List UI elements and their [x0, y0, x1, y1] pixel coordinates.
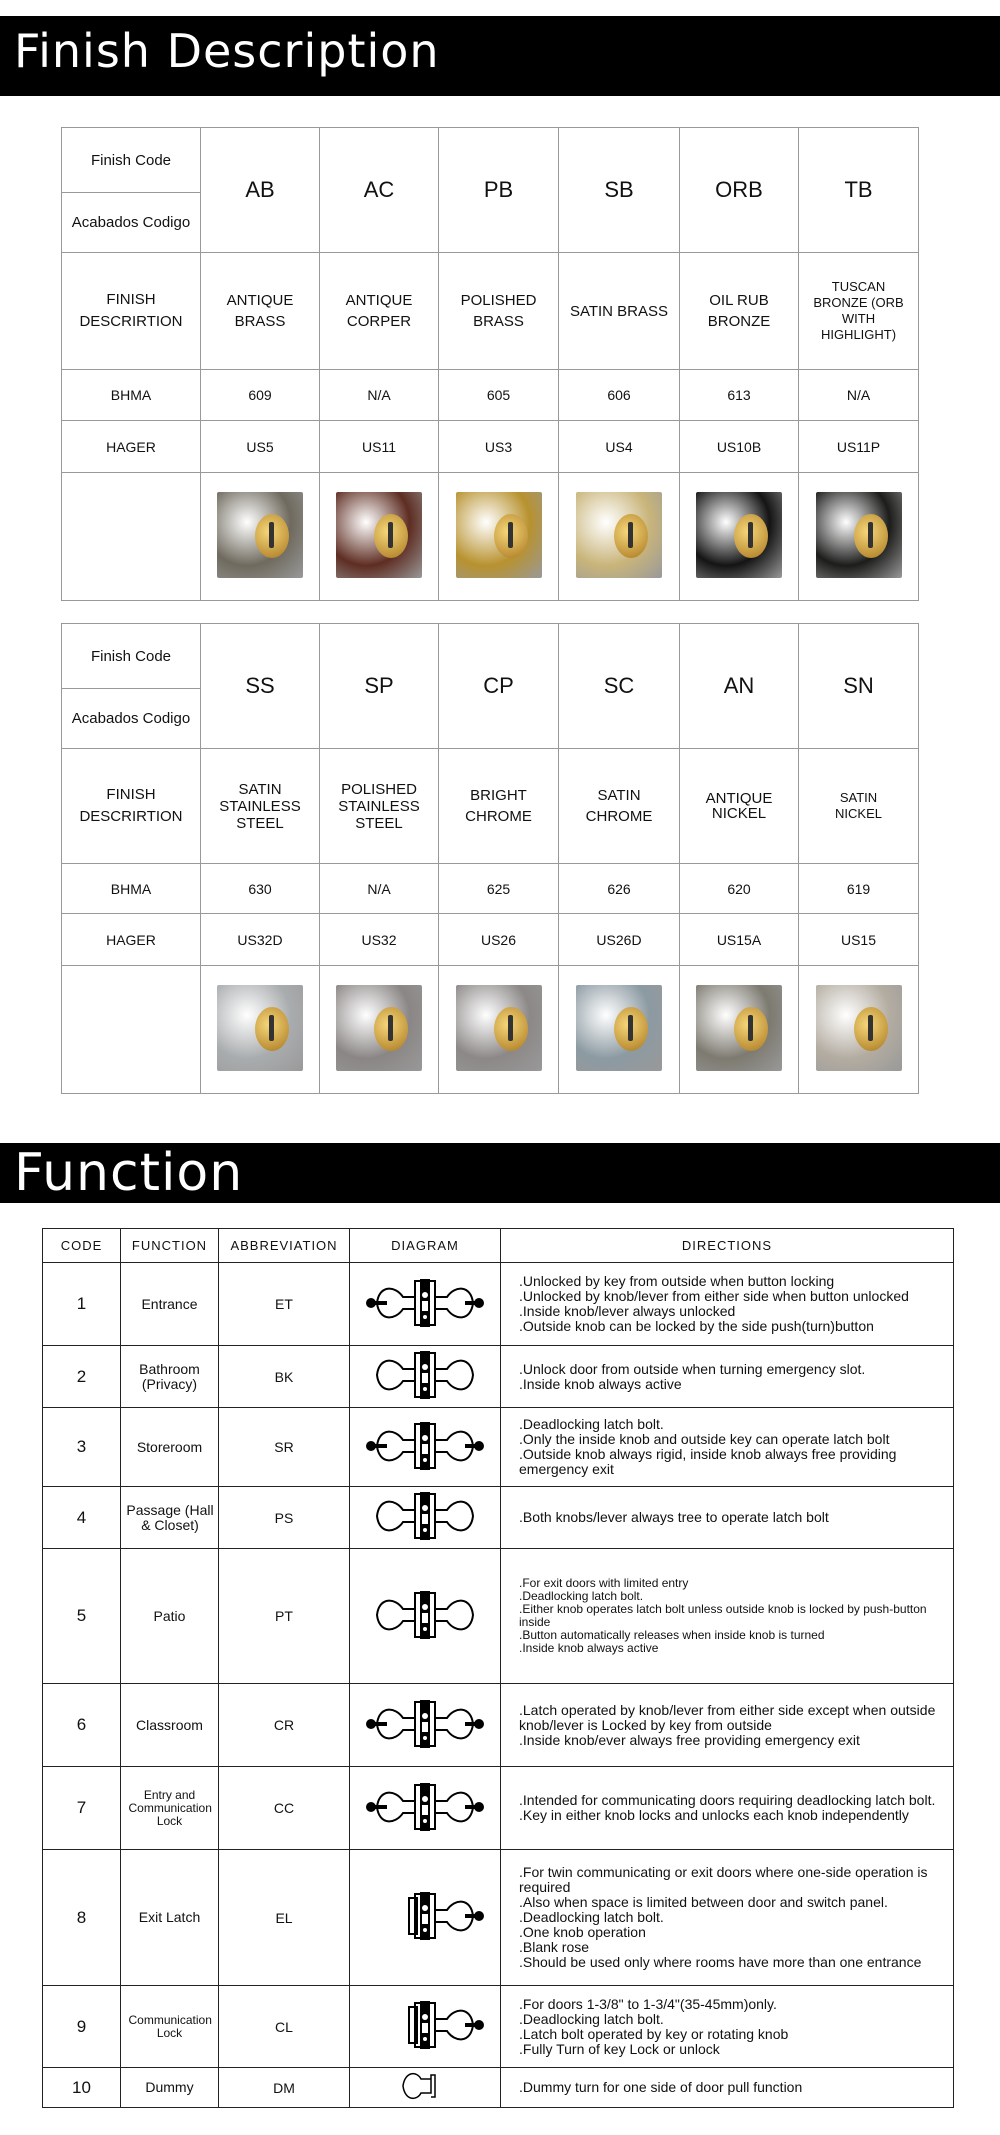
- swatch-cell: [439, 473, 559, 601]
- function-name-cell: [121, 1767, 219, 1850]
- function-row: [43, 1986, 954, 2068]
- header-function: FUNCTION: [121, 1229, 219, 1263]
- function-abbr-cell: PS: [219, 1487, 350, 1549]
- direction-line: .One knob operation: [519, 1924, 646, 1940]
- diagram-cell: [350, 1346, 501, 1408]
- hager-cell: US10B: [680, 421, 799, 473]
- function-name-cell: [121, 1549, 219, 1684]
- diagram-cell: [350, 1850, 501, 1986]
- lock-diagram-icon: [365, 1888, 485, 1944]
- function-name-cell: [121, 1487, 219, 1549]
- function-abbr-cell: CC: [219, 1767, 350, 1850]
- finish-code-cell: CP: [439, 624, 559, 749]
- direction-line: .Deadlocking latch bolt.: [519, 1909, 664, 1925]
- lock-diagram-icon: [365, 1488, 485, 1544]
- finish-code-cell: SN: [799, 624, 919, 749]
- direction-line: .Unlocked by knob/lever from either side when button unlocked: [519, 1288, 909, 1304]
- function-row: [43, 2068, 954, 2108]
- function-abbr-cell: EL: [219, 1850, 350, 1986]
- finish-code-cell: AN: [680, 624, 799, 749]
- swatch-cell: [680, 966, 799, 1094]
- hager-cell: US11: [320, 421, 439, 473]
- direction-line: .Deadlocking latch bolt.: [519, 1416, 664, 1432]
- function-code-cell: 8: [43, 1850, 121, 1986]
- direction-line: .Fully Turn of key Lock or unlock: [519, 2040, 720, 2057]
- function-row: [43, 1408, 954, 1487]
- direction-line: .Latch bolt operated by key or rotating knob: [519, 2025, 789, 2042]
- direction-line: .For exit doors with limited entry: [519, 1576, 689, 1590]
- knob-finish-image: [336, 985, 422, 1071]
- finish-desc-cell: POLISHED STAINLESS STEEL: [320, 749, 439, 864]
- directions-cell: [501, 1986, 954, 2068]
- hager-cell: US32: [320, 914, 439, 966]
- function-abbr-cell: ET: [219, 1263, 350, 1346]
- hager-cell: US5: [201, 421, 320, 473]
- finish-table-2: [61, 623, 919, 1094]
- finish-desc-cell: ANTIQUE NICKEL: [680, 749, 799, 864]
- bhma-cell: 609: [201, 370, 320, 421]
- finish-code-label: Finish Code: [62, 624, 201, 689]
- function-name-text: Bathroom (Privacy): [139, 1360, 200, 1392]
- knob-finish-image: [696, 985, 782, 1071]
- directions-cell: [501, 1549, 954, 1684]
- direction-line: .Unlocked by key from outside when button locking: [519, 1273, 835, 1289]
- finish-description-banner: [0, 16, 1000, 96]
- diagram-cell: [350, 1986, 501, 2068]
- function-code-cell: 1: [43, 1263, 121, 1346]
- finish-desc-cell: ANTIQUE CORPER: [320, 253, 439, 370]
- function-abbr-cell: BK: [219, 1346, 350, 1408]
- bhma-cell: 613: [680, 370, 799, 421]
- lock-diagram-icon: [365, 1997, 485, 2053]
- directions-cell: [501, 1684, 954, 1767]
- header-abbreviation: ABBREVIATION: [219, 1229, 350, 1263]
- acabados-codigo-label: Acabados Codigo: [62, 193, 201, 253]
- swatch-cell: [559, 473, 680, 601]
- finish-code-cell: SS: [201, 624, 320, 749]
- diagram-cell: [350, 2068, 501, 2108]
- function-code-cell: 9: [43, 1986, 121, 2068]
- direction-line: .Dummy turn for one side of door pull function: [519, 2079, 803, 2095]
- finish-table-1: [61, 127, 919, 601]
- knob-finish-image: [336, 492, 422, 578]
- hager-cell: US15A: [680, 914, 799, 966]
- function-name-cell: [121, 1263, 219, 1346]
- finish-desc-cell: ANTIQUE BRASS: [201, 253, 320, 370]
- bhma-label: BHMA: [62, 370, 201, 421]
- knob-finish-image: [696, 492, 782, 578]
- lock-diagram-icon: [365, 1418, 485, 1474]
- hager-cell: US26D: [559, 914, 680, 966]
- knob-finish-image: [816, 492, 902, 578]
- function-name-text: Storeroom: [136, 1438, 203, 1455]
- hager-row: [62, 421, 919, 473]
- header-diagram: DIAGRAM: [350, 1229, 501, 1263]
- function-code-cell: 3: [43, 1408, 121, 1487]
- finish-code-cell: SC: [559, 624, 680, 749]
- lock-diagram-icon: [365, 1587, 485, 1643]
- swatch-cell: [320, 966, 439, 1094]
- function-row: [43, 1850, 954, 1986]
- finish-desc-cell: SATIN STAINLESS STEEL: [201, 749, 320, 864]
- finish-description-title: Finish Description: [14, 24, 440, 78]
- function-name-cell: [121, 1850, 219, 1986]
- finish-code-cell: SB: [559, 128, 680, 253]
- finish-desc-cell: TUSCAN BRONZE (ORB WITH HIGHLIGHT): [799, 253, 919, 370]
- diagram-cell: [350, 1549, 501, 1684]
- bhma-row: [62, 864, 919, 914]
- hager-cell: US11P: [799, 421, 919, 473]
- function-abbr-cell: CR: [219, 1684, 350, 1767]
- direction-line: .Unlock door from outside when turning emergency slot.: [519, 1360, 866, 1377]
- swatch-label-empty: [62, 966, 201, 1094]
- finish-desc-cell: OIL RUB BRONZE: [680, 253, 799, 370]
- bhma-cell: 625: [439, 864, 559, 914]
- knob-finish-image: [576, 985, 662, 1071]
- finish-code-cell: ORB: [680, 128, 799, 253]
- function-code-cell: 5: [43, 1549, 121, 1684]
- lock-diagram-icon: [365, 1347, 485, 1403]
- function-row: [43, 1549, 954, 1684]
- function-banner: [0, 1143, 1000, 1203]
- directions-cell: [501, 1767, 954, 1850]
- swatch-label-empty: [62, 473, 201, 601]
- direction-line: .Outside knob always rigid, inside knob always free providing emergency exit: [519, 1446, 897, 1477]
- knob-finish-image: [217, 492, 303, 578]
- bhma-cell: 630: [201, 864, 320, 914]
- hager-row: [62, 914, 919, 966]
- function-name-text: Classroom: [136, 1716, 203, 1733]
- swatch-cell: [559, 966, 680, 1094]
- function-header-row: [43, 1229, 954, 1263]
- finish-code-cell: PB: [439, 128, 559, 253]
- direction-line: .Blank rose: [519, 1939, 590, 1955]
- dummy-knob-icon: [395, 2071, 455, 2101]
- diagram-cell: [350, 1767, 501, 1850]
- bhma-cell: N/A: [320, 370, 439, 421]
- swatch-cell: [201, 966, 320, 1094]
- swatch-cell: [201, 473, 320, 601]
- direction-line: .Should be used only where rooms have more than one entrance: [519, 1954, 922, 1970]
- function-row: [43, 1487, 954, 1549]
- finish-desc-row: [62, 749, 919, 864]
- knob-finish-image: [456, 492, 542, 578]
- function-title: Function: [14, 1143, 244, 1203]
- diagram-cell: [350, 1487, 501, 1549]
- bhma-cell: 620: [680, 864, 799, 914]
- swatch-cell: [439, 966, 559, 1094]
- bhma-cell: N/A: [320, 864, 439, 914]
- lock-diagram-icon: [365, 1696, 485, 1752]
- function-name-cell: [121, 1684, 219, 1767]
- finish-desc-label: FINISH DESCRIRTION: [62, 749, 201, 864]
- hager-cell: US15: [799, 914, 919, 966]
- swatch-cell: [799, 473, 919, 601]
- finish-code-label: Finish Code: [62, 128, 201, 193]
- direction-line: .Deadlocking latch bolt.: [519, 1589, 644, 1603]
- bhma-cell: 626: [559, 864, 680, 914]
- hager-cell: US26: [439, 914, 559, 966]
- function-name-text: Dummy: [145, 2079, 194, 2095]
- direction-line: .Button automatically releases when inside knob is turned: [519, 1628, 825, 1642]
- header-directions: DIRECTIONS: [501, 1229, 954, 1263]
- hager-cell: US4: [559, 421, 680, 473]
- bhma-cell: N/A: [799, 370, 919, 421]
- finish-code-cell: TB: [799, 128, 919, 253]
- knob-finish-image: [816, 985, 902, 1071]
- lock-diagram-icon: [365, 1779, 485, 1835]
- direction-line: .Inside knob/ever always free providing emergency exit: [519, 1731, 860, 1748]
- function-abbr-cell: CL: [219, 1986, 350, 2068]
- acabados-codigo-label: Acabados Codigo: [62, 689, 201, 749]
- directions-cell: [501, 1263, 954, 1346]
- hager-cell: US32D: [201, 914, 320, 966]
- direction-line: .Inside knob always active: [519, 1641, 659, 1655]
- knob-finish-image: [576, 492, 662, 578]
- swatch-cell: [799, 966, 919, 1094]
- finish-code-row: [62, 624, 919, 689]
- function-row: [43, 1767, 954, 1850]
- finish-desc-cell: SATIN BRASS: [559, 253, 680, 370]
- bhma-cell: 606: [559, 370, 680, 421]
- finish-desc-row: [62, 253, 919, 370]
- swatch-cell: [680, 473, 799, 601]
- direction-line: .Either knob operates latch bolt unless outside knob is locked by push-button inside: [519, 1602, 927, 1629]
- finish-desc-cell: BRIGHT CHROME: [439, 749, 559, 864]
- directions-cell: [501, 1408, 954, 1487]
- knob-finish-image: [456, 985, 542, 1071]
- finish-code-row: [62, 128, 919, 193]
- header-code: CODE: [43, 1229, 121, 1263]
- finish-desc-cell: POLISHED BRASS: [439, 253, 559, 370]
- finish-desc-label: FINISH DESCRIRTION: [62, 253, 201, 370]
- function-name-cell: [121, 2068, 219, 2108]
- direction-line: .Inside knob always active: [519, 1375, 682, 1392]
- direction-line: .Also when space is limited between door and switch panel.: [519, 1894, 888, 1910]
- directions-cell: [501, 1487, 954, 1549]
- finish-desc-cell: SATIN NICKEL: [799, 749, 919, 864]
- diagram-cell: [350, 1408, 501, 1487]
- direction-line: .For twin communicating or exit doors where one-side operation is required: [519, 1864, 928, 1895]
- function-name-text: Communication Lock: [128, 2012, 212, 2040]
- knob-finish-image: [217, 985, 303, 1071]
- swatch-row: [62, 473, 919, 601]
- function-code-cell: 4: [43, 1487, 121, 1549]
- function-row: [43, 1346, 954, 1408]
- function-code-cell: 10: [43, 2068, 121, 2108]
- function-name-text: Passage (Hall & Closet): [126, 1501, 214, 1533]
- hager-label: HAGER: [62, 914, 201, 966]
- direction-line: .Deadlocking latch bolt.: [519, 2010, 664, 2027]
- hager-label: HAGER: [62, 421, 201, 473]
- finish-code-cell: AC: [320, 128, 439, 253]
- function-table: [42, 1228, 954, 2108]
- direction-line: .For doors 1-3/8" to 1-3/4"(35-45mm)only.: [519, 1995, 777, 2012]
- direction-line: .Inside knob/lever always unlocked: [519, 1303, 736, 1319]
- direction-line: .Key in either knob locks and unlocks each knob independently: [519, 1807, 909, 1823]
- swatch-row: [62, 966, 919, 1094]
- hager-cell: US3: [439, 421, 559, 473]
- direction-line: .Both knobs/lever always tree to operate latch bolt: [519, 1509, 829, 1525]
- direction-line: .Only the inside knob and outside key can operate latch bolt: [519, 1431, 890, 1447]
- function-row: [43, 1684, 954, 1767]
- function-abbr-cell: DM: [219, 2068, 350, 2108]
- finish-code-cell: AB: [201, 128, 320, 253]
- directions-cell: [501, 1850, 954, 1986]
- function-name-cell: [121, 1408, 219, 1487]
- function-name-text: Exit Latch: [138, 1909, 201, 1925]
- direction-line: .Latch operated by knob/lever from either side except when outside knob/lever is Locked by key from outside: [519, 1701, 936, 1733]
- direction-line: .Outside knob can be locked by the side push(turn)button: [519, 1318, 874, 1334]
- diagram-cell: [350, 1684, 501, 1767]
- directions-cell: [501, 1346, 954, 1408]
- direction-line: .Intended for communicating doors requiring deadlocking latch bolt.: [519, 1792, 936, 1808]
- function-name-text: Entry and Communication Lock: [128, 1787, 212, 1828]
- bhma-row: [62, 370, 919, 421]
- function-name-text: Entrance: [141, 1295, 198, 1312]
- function-code-cell: 7: [43, 1767, 121, 1850]
- directions-cell: [501, 2068, 954, 2108]
- function-name-text: Patio: [153, 1607, 186, 1624]
- swatch-cell: [320, 473, 439, 601]
- function-row: [43, 1263, 954, 1346]
- finish-desc-cell: SATIN CHROME: [559, 749, 680, 864]
- function-abbr-cell: SR: [219, 1408, 350, 1487]
- bhma-cell: 619: [799, 864, 919, 914]
- function-name-cell: [121, 1346, 219, 1408]
- lock-diagram-icon: [365, 1275, 485, 1331]
- function-code-cell: 2: [43, 1346, 121, 1408]
- function-code-cell: 6: [43, 1684, 121, 1767]
- function-abbr-cell: PT: [219, 1549, 350, 1684]
- bhma-cell: 605: [439, 370, 559, 421]
- bhma-label: BHMA: [62, 864, 201, 914]
- diagram-cell: [350, 1263, 501, 1346]
- finish-code-cell: SP: [320, 624, 439, 749]
- function-name-cell: [121, 1986, 219, 2068]
